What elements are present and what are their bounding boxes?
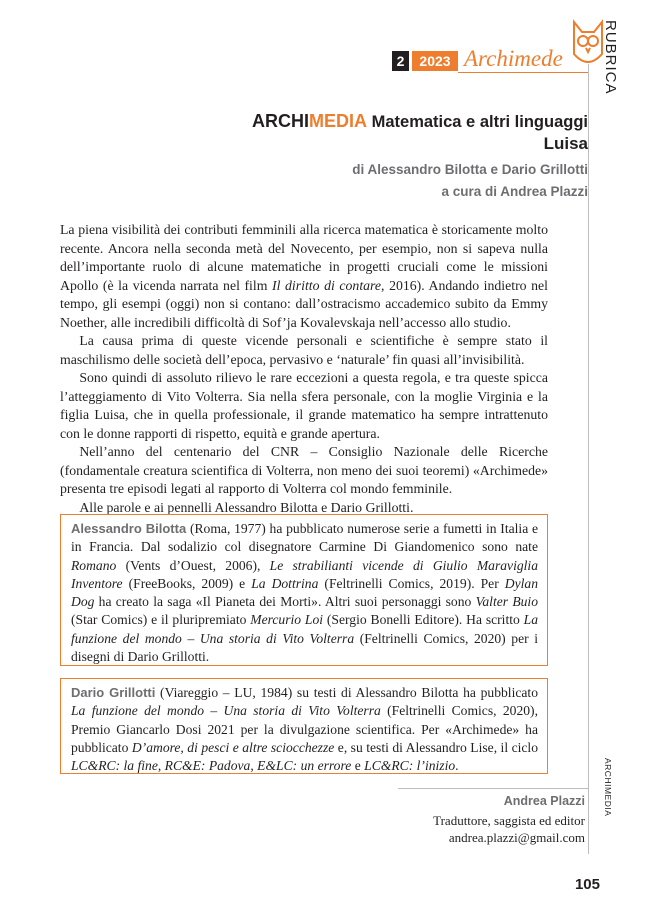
byline <box>60 159 588 203</box>
paragraph-2: La causa prima di queste vicende personali e scientifiche è sempre stato il maschilismo delle società dell’epoca, pervasivo e ‘naturale’ fin quasi all’invisibilità. <box>60 333 548 367</box>
signature-email[interactable]: andrea.plazzi@gmail.com <box>448 830 585 845</box>
page-number: 105 <box>574 876 600 893</box>
bio-name: Alessandro Bilotta <box>71 521 187 536</box>
paragraph-5: Alle parole e ai pennelli Alessandro Bilotta e Dario Grillotti. <box>79 499 414 515</box>
issue-year: 2023 <box>412 51 458 71</box>
paragraph-3: Sono quindi di assoluto rilievo le rare eccezioni a questa regola, e tra queste spicca l’atteggiamento di Vito Volterra. Sia nella sfera personale, con la moglie Virginia e la figlia Luisa, che in quella professionale, il grande matematico ha sempre intrattenuto con le donne rapporti di rispetto, equità e grande apertura. <box>60 370 548 441</box>
article-body <box>60 221 548 517</box>
magazine-name: Archimede <box>464 46 563 71</box>
paragraph-1: La piena visibilità dei contributi femminili alla ricerca matematica è storicamente molto recente. Ancora nella seconda metà del Novecento, per esempio, non si sapeva nulla dell’importante ruolo di alcune matematiche in progetti cruciali come le missioni Apollo (è la vicenda narrata nel film Il diritto di contare, 2016). Andando indietro nel tempo, gli esempi (oggi) non si contano: dall’ostracismo accademico subito da Emmy Noether, alle incredibili difficoltà di Sof’ja Kovalevskaja nell’accesso allo studio. <box>60 222 548 330</box>
byline-authors: di Alessandro Bilotta e Dario Grillotti <box>352 162 588 177</box>
margin-rule <box>588 64 589 854</box>
category-label-text: ARCHIMEDIA <box>603 758 613 817</box>
byline-editor: a cura di Andrea Plazzi <box>441 184 588 199</box>
article-title <box>60 110 588 133</box>
section-label <box>598 18 619 118</box>
issue-number: 2 <box>392 51 409 71</box>
film-title: Il diritto di contare <box>272 277 382 293</box>
bio-box-bilotta: Alessandro Bilotta (Roma, 1977) ha pubblicato numerose serie a fumetti in Italia e in Francia. Dal sodalizio col disegnatore Carmine Di Giandomenico sono nate Romano (Vents d’Ouest, 2006), Le strabilianti vicende di Giulio Maraviglia Inventore (FreeBooks, 2009) e La Dottrina (Feltrinelli Comics, 2019). Per Dylan Dog ha creato la saga «Il Pianeta dei Morti». Altri suoi personaggi sono Valter Buio (Star Comics) e il pluripremiato Mercurio Loi (Sergio Bonelli Editore). Ha scritto La funzione del mondo – Una storia di Vito Volterra (Feltrinelli Comics, 2020) per i disegni di Dario Grillotti. <box>60 514 548 666</box>
title-media: MEDIA <box>309 111 368 131</box>
signature-role: Traduttore, saggista ed editor <box>433 813 585 828</box>
title-rest: Matematica e altri linguaggi <box>367 113 588 131</box>
signature-rule <box>398 788 588 789</box>
signature-name: Andrea Plazzi <box>503 794 585 808</box>
title-archi: ARCHI <box>252 111 310 131</box>
article-subtitle: Luisa <box>543 134 588 153</box>
bio-name: Dario Grillotti <box>71 685 156 700</box>
bio-box-grillotti: Dario Grillotti (Viareggio – LU, 1984) su testi di Alessandro Bilotta ha pubblicato La funzione del mondo – Una storia di Vito Volterra (Feltrinelli Comics, 2020), Premio Giancarlo Dosi 2021 per la divulgazione scientifica. Per «Archimede» ha pubblicato D’amore, di pesci e altre sciocchezze e, su testi di Alessandro Lise, il ciclo LC&RC: la fine, RC&E: Padova, E&LC: un errore e LC&RC: l’inizio. <box>60 678 548 774</box>
paragraph-4: Nell’anno del centenario del CNR – Consiglio Nazionale delle Ricerche (fondamentale creatura scientifica di Volterra, non meno dei suoi teoremi) «Archimede» presenta tre episodi legati al rapporto di Volterra col mondo femminile. <box>60 444 548 496</box>
category-label <box>598 756 612 856</box>
section-label-text: RUBRICA <box>602 20 619 95</box>
